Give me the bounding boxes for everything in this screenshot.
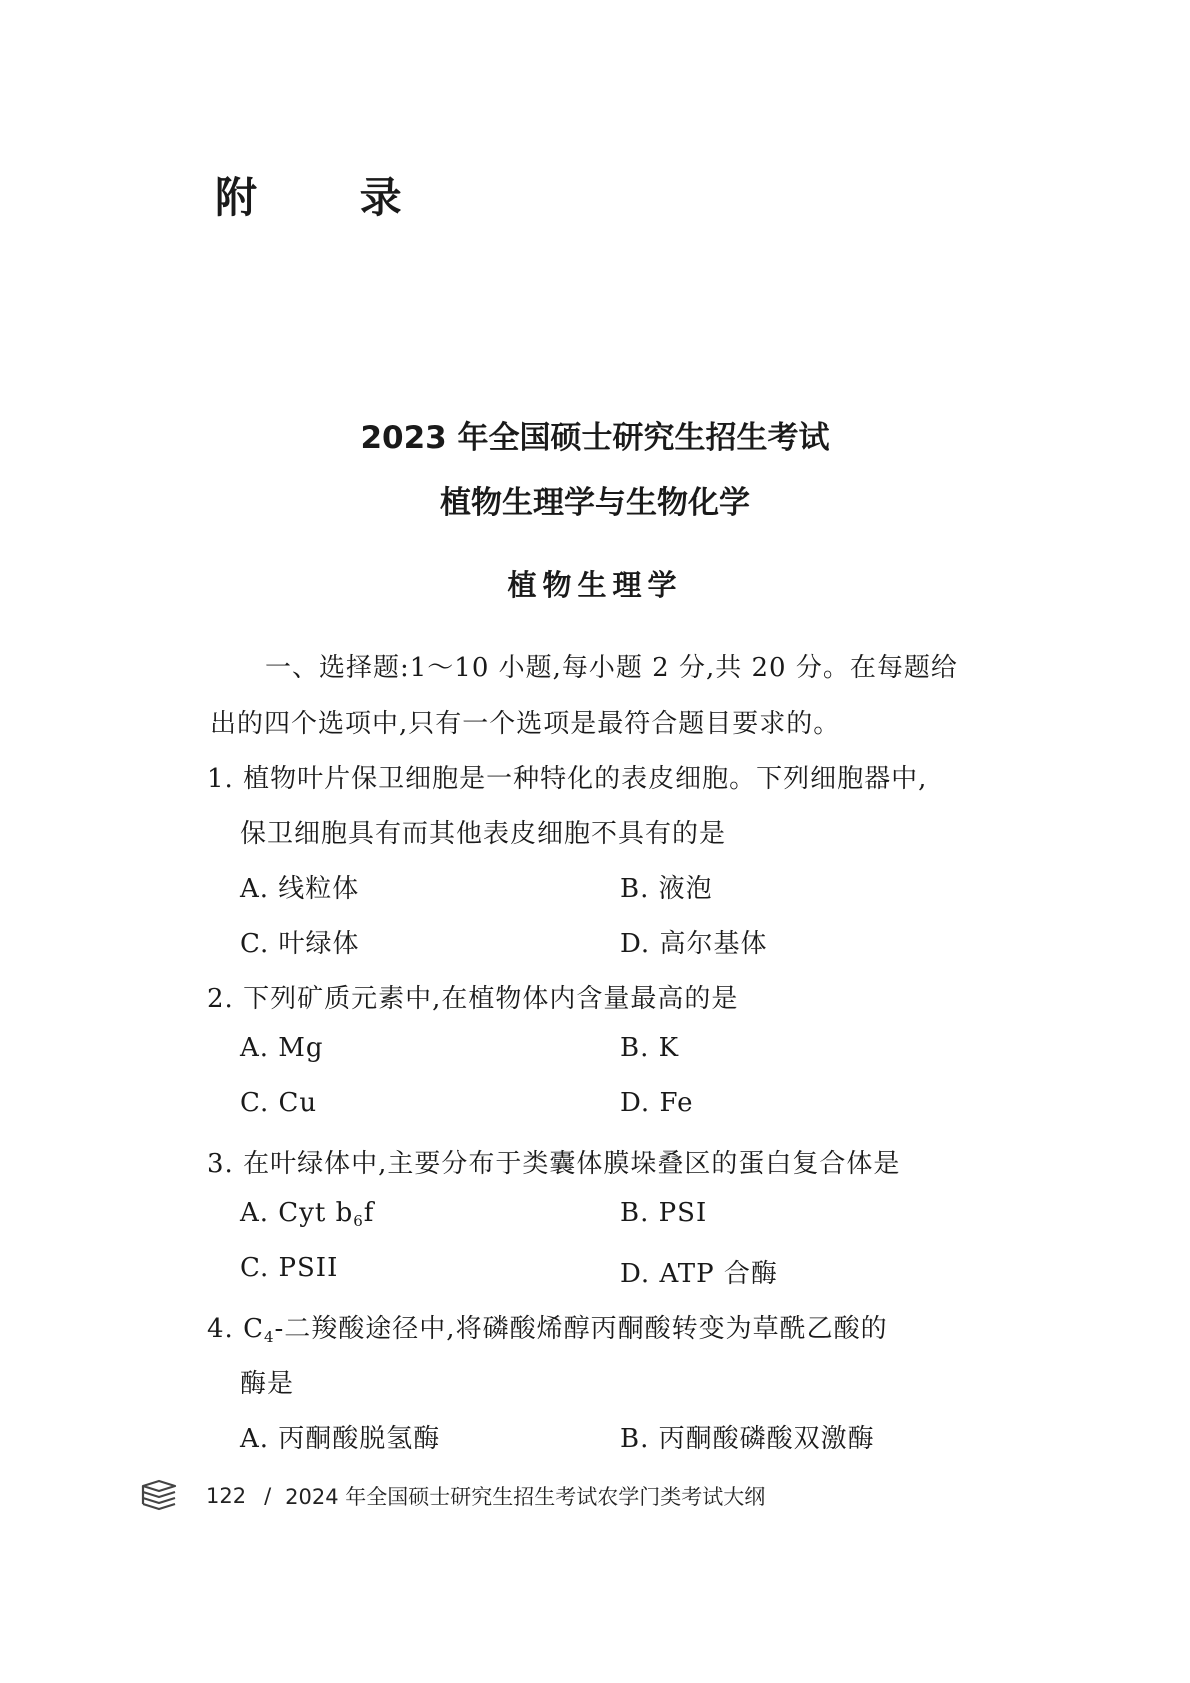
question-1-option-a: A. 线粒体 [240, 874, 360, 904]
question-1-option-c: C. 叶绿体 [240, 929, 360, 959]
question-4-stem-subscript: 4 [263, 1328, 275, 1346]
question-1-stem-line2: 保卫细胞具有而其他表皮细胞不具有的是 [240, 819, 727, 849]
book-title: 2024 年全国硕士研究生招生考试农学门类考试大纲 [285, 1485, 766, 1509]
question-3-option-b: B. PSI [620, 1198, 708, 1228]
question-2-option-c: C. Cu [240, 1088, 318, 1118]
question-4-stem-line1 [207, 1308, 888, 1346]
question-2-stem: 2. 下列矿质元素中,在植物体内含量最高的是 [207, 984, 739, 1014]
question-4-stem-prefix: 4. C [207, 1314, 264, 1344]
exam-title-line2: 植物生理学与生物化学 [440, 485, 750, 521]
question-3-option-a-subscript: 6 [353, 1212, 364, 1230]
page-number: 122 [206, 1484, 247, 1508]
question-3-option-a-suffix: f [363, 1198, 375, 1228]
question-2-option-d: D. Fe [620, 1088, 694, 1118]
question-3-stem: 3. 在叶绿体中,主要分布于类囊体膜垛叠区的蛋白复合体是 [207, 1149, 901, 1179]
question-4-stem-line2: 酶是 [240, 1369, 295, 1399]
question-1-stem-line1: 1. 植物叶片保卫细胞是一种特化的表皮细胞。下列细胞器中, [207, 764, 928, 794]
footer-separator: / [264, 1484, 272, 1508]
instructions-line1: 一、选择题:1～10 小题,每小题 2 分,共 20 分。在每题给 [265, 653, 958, 683]
question-4-stem-suffix: -二羧酸途径中,将磷酸烯醇丙酮酸转变为草酰乙酸的 [274, 1314, 888, 1344]
question-3-option-a-prefix: A. Cyt b [240, 1198, 354, 1228]
question-4-option-a: A. 丙酮酸脱氢酶 [240, 1424, 441, 1454]
question-1-option-d: D. 高尔基体 [620, 929, 768, 959]
question-2-option-b: B. K [620, 1033, 680, 1063]
exam-title-line1: 2023 年全国硕士研究生招生考试 [360, 420, 830, 456]
appendix-title: 附 录 [215, 173, 446, 222]
question-3-option-a [240, 1198, 374, 1230]
section-title: 植物生理学 [507, 568, 683, 602]
question-3-option-c: C. PSII [240, 1253, 339, 1283]
book-stack-icon [140, 1478, 178, 1514]
instructions-line2: 出的四个选项中,只有一个选项是最符合题目要求的。 [210, 709, 841, 739]
question-3-option-d: D. ATP 合酶 [620, 1259, 778, 1289]
question-2-option-a: A. Mg [240, 1033, 324, 1063]
question-4-option-b: B. 丙酮酸磷酸双激酶 [620, 1424, 875, 1454]
question-1-option-b: B. 液泡 [620, 874, 713, 904]
page-footer [140, 1476, 765, 1516]
